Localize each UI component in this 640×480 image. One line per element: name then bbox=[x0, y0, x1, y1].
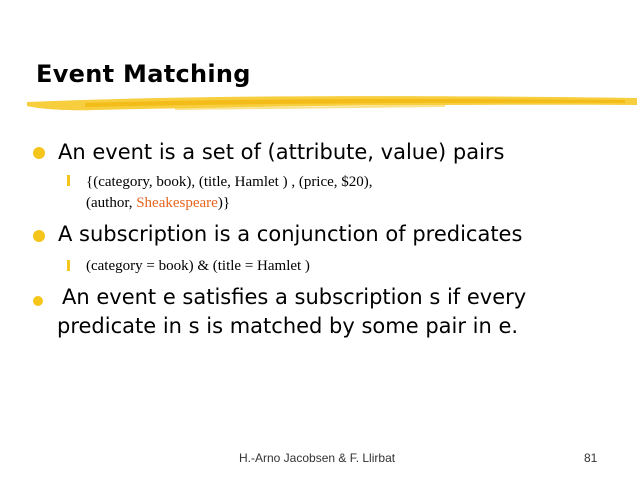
event-example-text-end: )} bbox=[217, 195, 231, 211]
slide-title: Event Matching bbox=[36, 60, 251, 88]
event-example-text: (author, bbox=[86, 195, 137, 211]
bullet-marker bbox=[33, 147, 45, 159]
bullet-marker bbox=[33, 296, 43, 306]
sub-bullet-subscription-example: (category = book) & (title = Hamlet ) bbox=[86, 258, 310, 274]
highlighted-author-name: Sheakespeare bbox=[136, 195, 218, 211]
bullet-text-matching-rule-line2: predicate in s is matched by some pair in e. bbox=[57, 314, 519, 338]
bullet-marker bbox=[33, 230, 45, 242]
bullet-text-matching-rule-line1: An event e satisfies a subscription s if every bbox=[62, 285, 527, 309]
bullet-text-subscription-definition: A subscription is a conjunction of predicates bbox=[58, 222, 523, 246]
sub-bullet-marker bbox=[67, 260, 70, 271]
sub-bullet-marker bbox=[67, 175, 70, 186]
title-underline-brushstroke bbox=[25, 88, 640, 118]
page-number: 81 bbox=[584, 451, 598, 465]
sub-bullet-event-example-line1: {(category, book), (title, Hamlet ) , (price, $20), bbox=[86, 174, 373, 190]
footer-authors: H.-Arno Jacobsen & F. Llirbat bbox=[239, 451, 396, 465]
sub-bullet-event-example-line2 bbox=[86, 193, 230, 213]
bullet-text-event-definition: An event is a set of (attribute, value) pairs bbox=[58, 140, 505, 164]
